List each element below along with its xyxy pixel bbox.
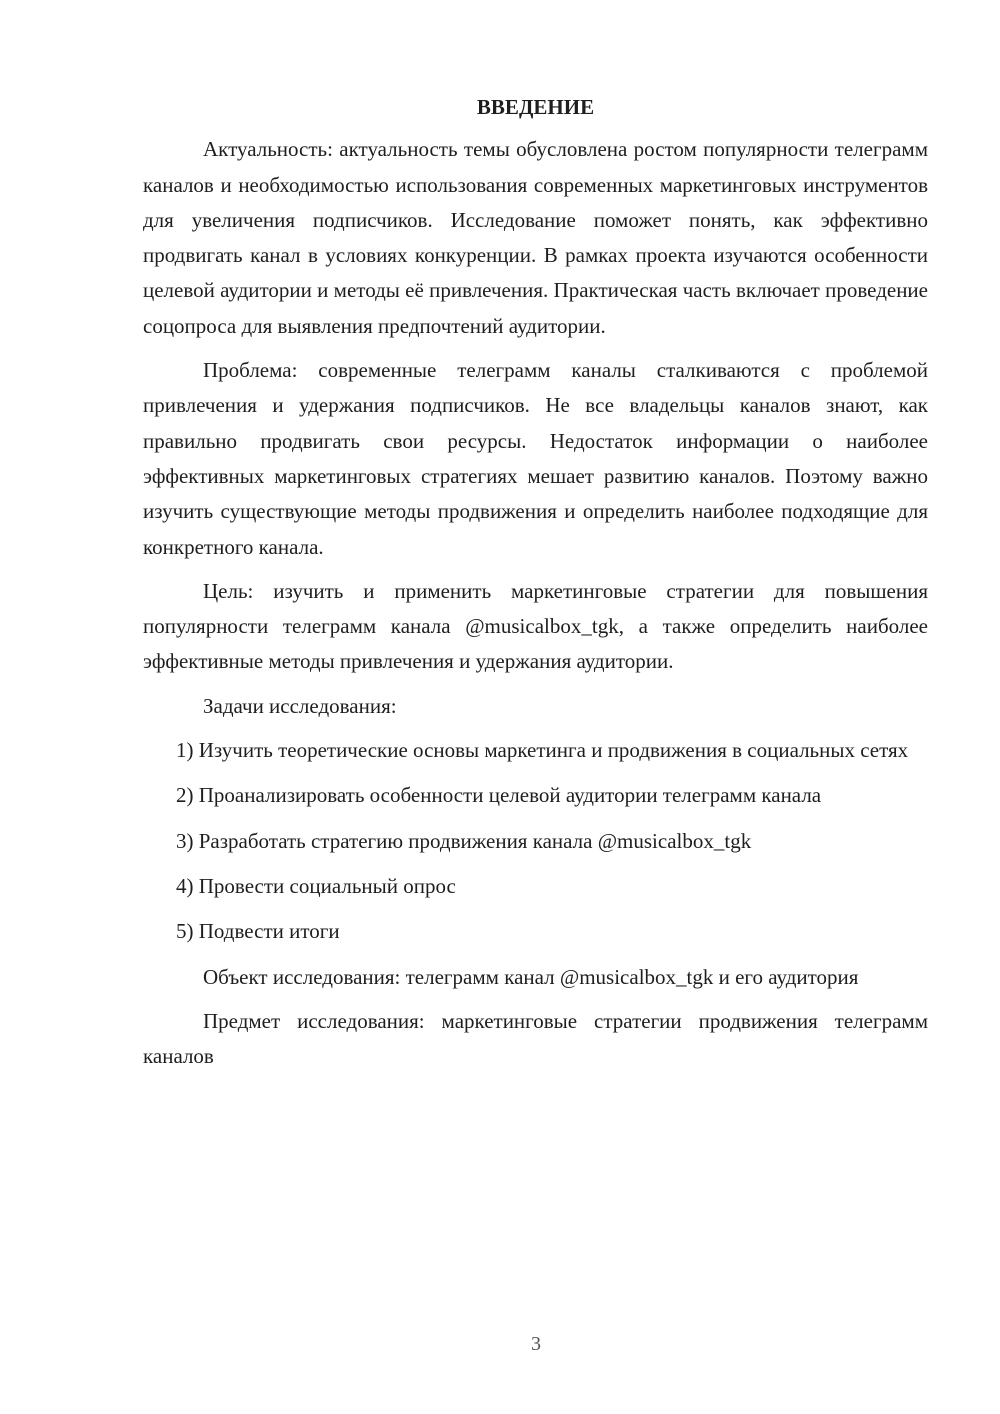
task-item: 2) Проанализировать особенности целевой аудитории телеграмм канала (176, 783, 822, 808)
page-content (143, 90, 928, 1083)
paragraph-problem: Проблема: современные телеграмм каналы сталкиваются с проблемой привлечения и удержания подписчиков. Не все владельцы каналов знают, как правильно продвигать свои ресурсы. Недостаток информации о наиболее эффективных маркетинговых стратегиях мешает развитию каналов. Поэтому важно изучить существующие методы продвижения и определить наиболее подходящие для конкретного канала. (143, 358, 928, 559)
task-item: 1) Изучить теоретические основы маркетинга и продвижения в социальных сетях (176, 738, 909, 763)
paragraph-subject: Предмет исследования: маркетинговые стратегии продвижения телеграмм каналов (143, 1008, 928, 1069)
page-number: 3 (531, 1333, 541, 1355)
paragraph-relevance: Актуальность: актуальность темы обусловлена ростом популярности телеграмм каналов и необходимостью использования современных маркетинговых инструментов для увеличения подписчиков. Исследование поможет понять, как эффективно продвигать канал в условиях конкуренции. В рамках проекта изучаются особенности целевой аудитории и методы её привлечения. Практическая часть включает проведение соцопроса для выявления предпочтений аудитории. (143, 137, 928, 338)
paragraph-goal: Цель: изучить и применить маркетинговые стратегии для повышения популярности телеграмм канала @musicalbox_tgk, а также определить наиболее эффективные методы привлечения и удержания аудитории. (143, 578, 928, 674)
page-title: ВВЕДЕНИЕ (476, 95, 595, 119)
task-item: 4) Провести социальный опрос (176, 873, 456, 898)
task-item: 5) Подвести итоги (176, 919, 340, 944)
task-item: 3) Разработать стратегию продвижения канала @musicalbox_tgk (176, 828, 752, 853)
tasks-label: Задачи исследования: (203, 693, 397, 718)
paragraph-object: Объект исследования: телеграмм канал @musicalbox_tgk и его аудитория (203, 964, 859, 989)
